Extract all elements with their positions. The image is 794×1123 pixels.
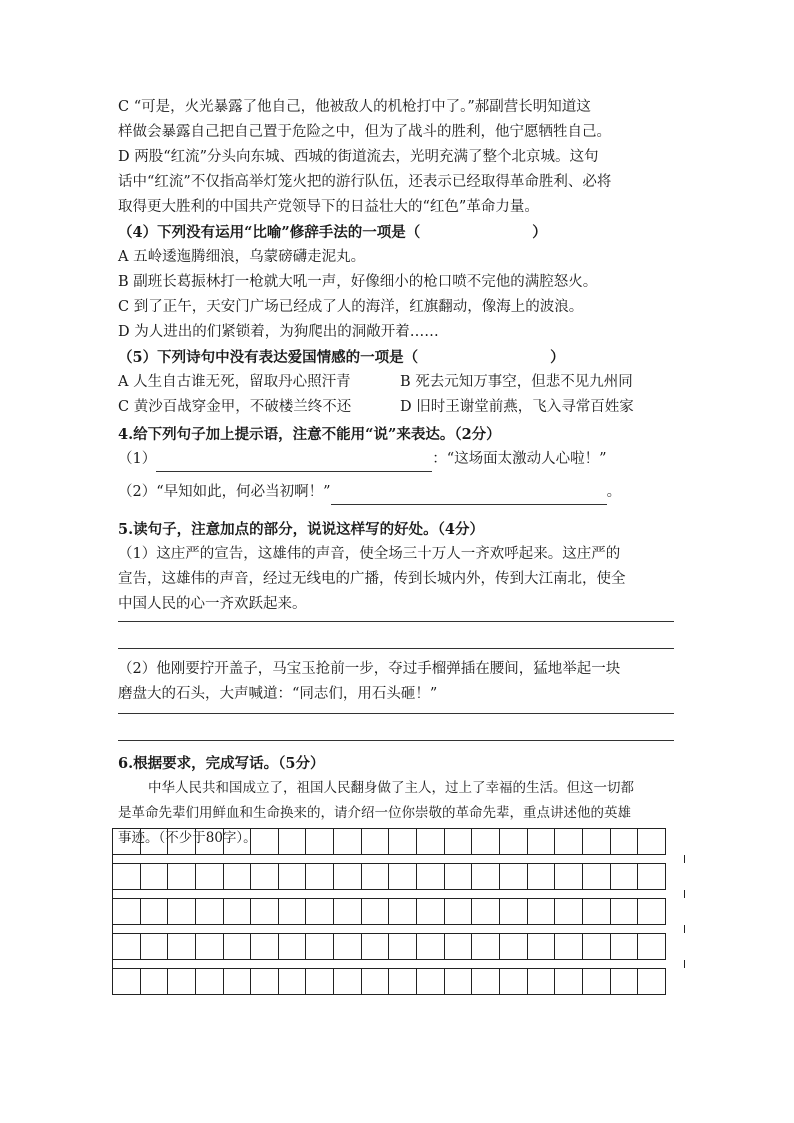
writing-grid-cell[interactable] [362,828,390,855]
section5-answer-area-1[interactable] [118,621,678,649]
writing-grid-cell[interactable] [362,898,390,925]
section4-title: 4.给下列句子加上提示语，注意不能用“说”来表达。（2分） [118,426,501,443]
writing-grid-cell[interactable] [251,863,279,890]
writing-grid-cell[interactable] [141,898,169,925]
writing-grid-cell[interactable] [417,863,445,890]
writing-grid-cell[interactable] [500,968,528,995]
section4-item2 [118,480,678,505]
q3-option-c-line2: 样做会暴露自己把自己置于危险之中，但为了战斗的胜利，他宁愿牺牲自己。 [118,124,611,140]
writing-grid-cell[interactable] [224,898,252,925]
writing-grid-cell[interactable] [279,933,307,960]
writing-grid-cell[interactable] [224,863,252,890]
writing-grid-row[interactable] [112,933,685,960]
writing-grid-cell[interactable] [196,828,224,855]
writing-grid-row[interactable] [112,863,685,890]
writing-grid-cell[interactable] [555,898,583,925]
writing-grid-gap [112,925,685,933]
writing-grid-cell[interactable] [528,968,556,995]
q5-title-text: （5）下列诗句中没有表达爱国情感的一项是（ [118,349,419,366]
writing-grid-gap [112,855,685,863]
writing-grid-cell[interactable] [306,828,334,855]
writing-grid-cell[interactable] [389,933,417,960]
writing-grid-cell[interactable] [555,968,583,995]
writing-grid-cell[interactable] [334,968,362,995]
q5-option-a: A 人生自古谁无死，留取丹心照汗青 [118,374,351,390]
writing-grid-cell[interactable] [445,968,473,995]
section4-item1 [118,447,678,472]
writing-grid-cell[interactable] [611,828,639,855]
writing-grid-cell[interactable] [583,863,611,890]
answer-line [118,740,674,741]
writing-grid-cell[interactable] [196,933,224,960]
writing-grid-cell[interactable] [445,933,473,960]
writing-grid-cell[interactable] [362,933,390,960]
writing-grid-cell[interactable] [528,863,556,890]
writing-grid-cell[interactable] [279,898,307,925]
writing-grid-cell[interactable] [334,828,362,855]
section5-title: 5.读句子，注意加点的部分，说说这样写的好处。（4分） [118,521,484,538]
writing-grid-cell[interactable] [472,828,500,855]
writing-grid-cell[interactable] [113,933,141,960]
q5-options-row2 [118,395,678,420]
q3-option-d-line1: D 两股“红流”分头向东城、西城的街道流去，光明充满了整个北京城。这句 [118,149,599,165]
section5-s2-line2: 磨盘大的石头，大声喊道：“同志们，用石头砸！” [118,686,438,702]
writing-grid-cell[interactable] [611,933,639,960]
q5-option-d: D 旧时王谢堂前燕，飞入寻常百姓家 [400,399,634,415]
q4-option-d: D 为人进出的们紧锁着，为狗爬出的洞敞开着…… [118,324,439,340]
writing-grid-cell[interactable] [638,828,666,855]
writing-grid-cell[interactable] [417,898,445,925]
q3-option-c-line1: C “可是，火光暴露了他自己，他被敌人的机枪打中了。”郝副营长明知道这 [118,99,591,115]
writing-grid-cell[interactable] [417,968,445,995]
writing-grid-cell[interactable] [528,933,556,960]
section6-prompt-line3: 事迹。（不少于80字）。 [118,830,257,846]
section5-s1-line2: 宣告，这雄伟的声音，经过无线电的广播，传到长城内外，传到大江南北，使全 [118,571,626,587]
writing-grid-cell[interactable] [224,933,252,960]
writing-grid-cell[interactable] [500,828,528,855]
writing-grid-cell[interactable] [555,863,583,890]
writing-grid-cell[interactable] [168,898,196,925]
section4-item1-prefix: （1） [118,451,157,467]
exam-page [118,95,678,851]
q4-option-b: B 副班长葛振林打一枪就大吼一声，好像细小的枪口喷不完他的满腔怒火。 [118,274,598,290]
section4-item2-prefix: （2）“早知如此，何必当初啊！” [118,484,331,500]
writing-grid-cell[interactable] [306,968,334,995]
writing-grid-cell[interactable] [279,828,307,855]
section6-title: 6.根据要求，完成写话。（5分） [118,755,325,772]
section4-item2-suffix: 。 [606,484,622,500]
section5-s1-line3: 中国人民的心一齐欢跃起来。 [118,596,307,612]
section6-prompt-line2: 是革命先辈们用鲜血和生命换来的，请介绍一位你崇敬的革命先辈，重点讲述他的英雄 [118,805,631,821]
writing-grid-cell[interactable] [251,968,279,995]
q4-title-close: ） [532,224,547,241]
writing-grid-cell[interactable] [472,933,500,960]
writing-grid-cell[interactable] [224,968,252,995]
q3-option-d-line3: 取得更大胜利的中国共产党领导下的日益壮大的“红色”革命力量。 [118,199,539,215]
writing-grid-row[interactable] [112,898,685,925]
writing-grid-cell[interactable] [334,863,362,890]
writing-grid-cell[interactable] [500,863,528,890]
writing-grid-cell[interactable] [168,863,196,890]
section5-s1-line1: （1）这庄严的宣告，这雄伟的声音，使全场三十万人一齐欢呼起来。这庄严的 [118,546,621,562]
writing-grid-cell[interactable] [141,968,169,995]
writing-grid-cell[interactable] [445,898,473,925]
writing-grid-cell[interactable] [528,898,556,925]
writing-grid-cell[interactable] [251,828,279,855]
writing-grid-cell[interactable] [472,898,500,925]
writing-grid-cell[interactable] [113,968,141,995]
writing-grid-gap [112,890,685,898]
q4-title-text: （4）下列没有运用“比喻”修辞手法的一项是（ [118,224,421,241]
writing-grid-cell[interactable] [638,933,666,960]
writing-grid-cell[interactable] [279,968,307,995]
writing-grid-cell[interactable] [389,968,417,995]
section6-prompt-line1: 中华人民共和国成立了，祖国人民翻身做了主人，过上了幸福的生活。但这一切都 [148,780,634,796]
q4-option-a: A 五岭逶迤腾细浪，乌蒙磅礴走泥丸。 [118,249,366,265]
writing-grid-cell[interactable] [168,933,196,960]
writing-grid-cell[interactable] [389,863,417,890]
writing-grid-cell[interactable] [583,898,611,925]
q4-option-c: C 到了正午，天安门广场已经成了人的海洋，红旗翻动，像海上的波浪。 [118,299,584,315]
writing-grid-cell[interactable] [196,898,224,925]
writing-grid-cell[interactable] [362,863,390,890]
writing-grid-cell[interactable] [251,898,279,925]
section4-item1-blank[interactable] [156,455,432,472]
writing-grid-cell[interactable] [389,828,417,855]
writing-grid-row[interactable] [112,828,685,855]
section5-s2-line1: （2）他刚要拧开盖子，马宝玉抢前一步，夺过手榴弹插在腰间，猛地举起一块 [118,661,621,677]
writing-grid-cell[interactable] [528,828,556,855]
writing-grid-cell[interactable] [362,968,390,995]
writing-grid-cell[interactable] [611,863,639,890]
writing-grid-cell[interactable] [196,968,224,995]
section5-answer-area-2[interactable] [118,713,678,741]
answer-line [118,648,674,649]
writing-grid-cell[interactable] [113,863,141,890]
q5-option-b: B 死去元知万事空，但悲不见九州同 [400,374,633,390]
writing-grid-cell[interactable] [472,863,500,890]
writing-grid-cell[interactable] [306,863,334,890]
writing-grid-cell[interactable] [583,828,611,855]
writing-grid-cell[interactable] [417,933,445,960]
q4-title [118,220,678,245]
writing-grid-cell[interactable] [334,898,362,925]
writing-grid-cell[interactable] [389,898,417,925]
writing-grid-cell[interactable] [500,898,528,925]
writing-grid-cell[interactable] [638,968,666,995]
q5-options-row1 [118,370,678,395]
writing-grid-gap [112,960,685,968]
writing-grid-cell[interactable] [555,933,583,960]
writing-grid-cell[interactable] [279,863,307,890]
writing-grid-cell[interactable] [500,933,528,960]
writing-grid-cell[interactable] [196,863,224,890]
writing-grid-cell[interactable] [168,968,196,995]
writing-grid-cell[interactable] [224,828,252,855]
q5-title-close: ） [550,349,565,366]
section4-item1-suffix: ：“这场面太激动人心啦！” [432,451,607,467]
writing-grid-cell[interactable] [417,828,445,855]
writing-grid-cell[interactable] [113,828,141,855]
writing-grid-cell[interactable] [638,863,666,890]
writing-grid-cell[interactable] [555,828,583,855]
writing-grid-cell[interactable] [141,933,169,960]
writing-grid-cell[interactable] [251,933,279,960]
writing-grid-row[interactable] [112,968,685,995]
writing-grid-cell[interactable] [583,968,611,995]
writing-grid[interactable] [112,828,685,995]
writing-grid-cell[interactable] [638,898,666,925]
section4-item2-blank[interactable] [331,488,607,505]
q5-option-c: C 黄沙百战穿金甲，不破楼兰终不还 [118,399,352,415]
writing-grid-cell[interactable] [306,898,334,925]
writing-grid-cell[interactable] [306,933,334,960]
writing-grid-cell[interactable] [611,898,639,925]
writing-grid-cell[interactable] [334,933,362,960]
writing-grid-cell[interactable] [472,968,500,995]
writing-grid-cell[interactable] [445,863,473,890]
writing-grid-cell[interactable] [611,968,639,995]
writing-grid-cell[interactable] [168,828,196,855]
q5-title [118,345,678,370]
writing-grid-cell[interactable] [113,898,141,925]
writing-grid-cell[interactable] [445,828,473,855]
writing-grid-cell[interactable] [141,828,169,855]
writing-grid-cell[interactable] [141,863,169,890]
q3-option-d-line2: 话中“红流”不仅指高举灯笼火把的游行队伍，还表示已经取得革命胜利、必将 [118,174,612,190]
writing-grid-cell[interactable] [583,933,611,960]
